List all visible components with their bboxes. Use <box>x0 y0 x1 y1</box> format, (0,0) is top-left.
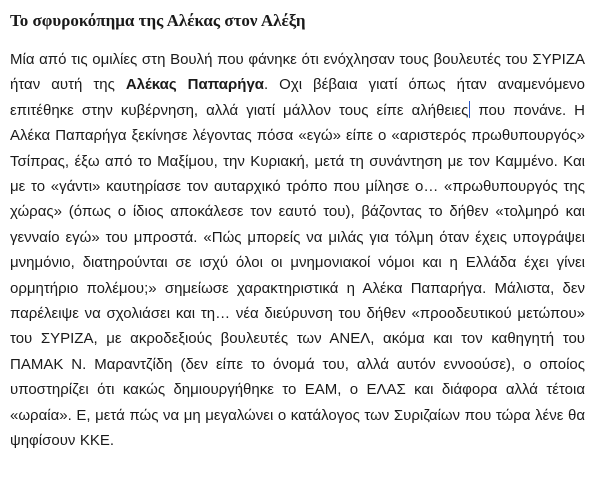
paragraph-intro: Μία από τις ομιλίες στη Βουλή που φάνηκε ότι ενόχλησαν τους βουλευτές του ΣΥΡΙΖΑ ήταν αυτή της <box>10 51 585 94</box>
article-paragraph <box>10 47 585 454</box>
highlighted-name: Αλέκας Παπαρήγα <box>125 76 265 94</box>
article <box>10 0 585 454</box>
paragraph-part-2: που πονάνε. Η Αλέκα Παπαρήγα ξεκίνησε λέγοντας πόσα «εγώ» είπε ο «αριστερός πρωθυπουργός» Τσίπρας, έξω από το Μαξίμου, την Κυριακή, μετά τη συνάντηση με τον Καμμένο. Και με το «γάντι» καυτηρίασε τον αυταρχικό τρόπο που μίλησε ο… «πρωθυπουργός της χώρας» (όπως ο ίδιος αποκάλεσε τον εαυτό του), βάζοντας το δήθεν «τολμηρό και γενναίο εγώ» του μπροστά. «Πώς μπορείς να μιλάς για τόλμη όταν έχεις υπογράψει μνημόνιο, διατηρούνται σε ισχύ όλοι οι μνημονιακοί νόμοι και η Ελλάδα έχει γίνει ορμητήριο πολέμου;» σημείωσε χαρακτηριστικά η Αλέκα Παπαρήγα. Μάλιστα, δεν παρέλειψε να σχολιάσει και τη… νέα διεύρυνση του δήθεν «προοδευτικού μετώπου» του ΣΥΡΙΖΑ, με ακροδεξιούς βουλευτές των ΑΝΕΛ, ακόμα και τον καθηγητή του ΠΑΜΑΚ Ν. Μαραντζίδη (δεν είπε το όνομά του, αλλά αυτόν εννοούσε), ο οποίος υποστηρίζει ότι κακώς δημιουργήθηκε το ΕΑΜ, ο ΕΛΑΣ και διάφορα αλλά τέτοια «ωραία». Ε, μετά πώς να μη μεγαλώνει ο κατάλογος των Συριζαίων που τώρα λένε θα ψηφίσουν ΚΚΕ. <box>10 101 585 450</box>
article-title: Το σφυροκόπημα της Αλέκας στον Αλέξη <box>10 11 306 30</box>
paragraph-part-1: . Οχι βέβαια γιατί όπως ήταν αναμενόμενο επιτέθηκε στην κυβέρνηση, αλλά γιατί μάλλον τους είπε αλήθειες <box>10 76 585 119</box>
